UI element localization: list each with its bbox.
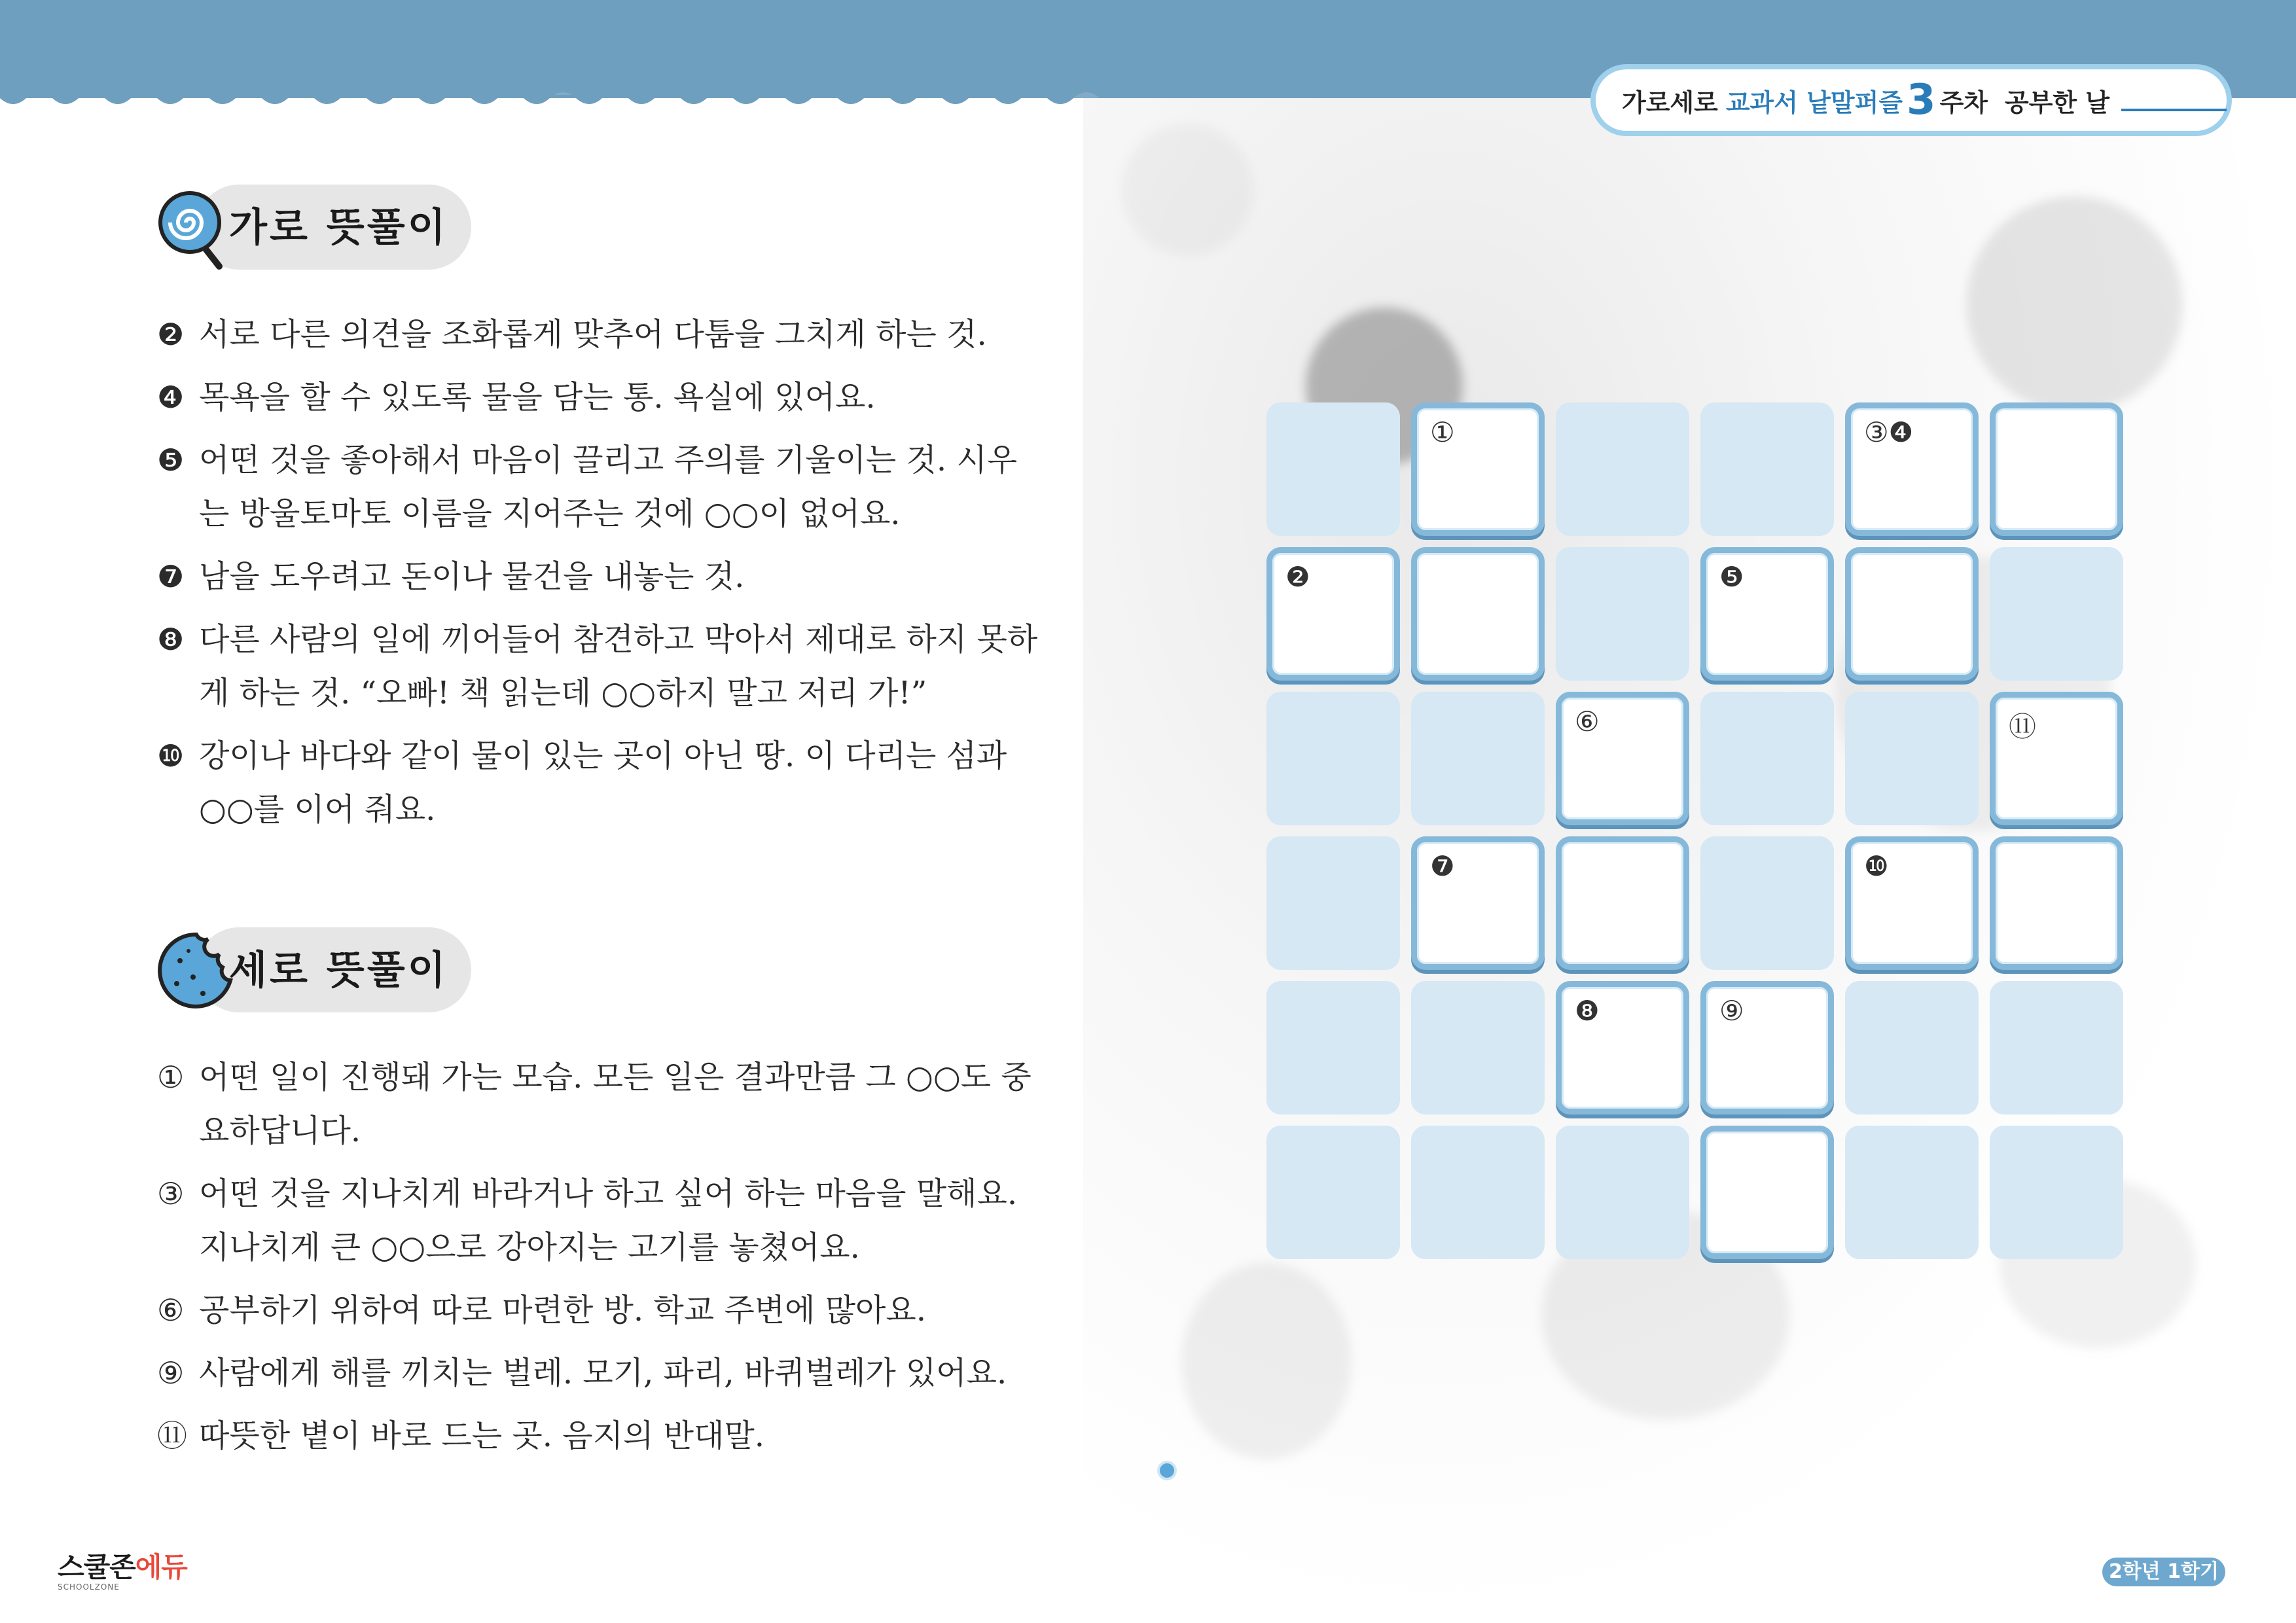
blank-cell xyxy=(1700,692,1834,825)
down-clue-list xyxy=(157,1050,1047,1472)
clue-text: 어떤 일이 진행돼 가는 모습. 모든 일은 결과만큼 그 ○○도 중요하답니다. xyxy=(199,1059,1031,1149)
cell-number: ⑥ xyxy=(1575,705,1600,738)
clue-number: ⑪ xyxy=(157,1418,187,1454)
answer-cell[interactable] xyxy=(1411,402,1545,536)
clue-item xyxy=(157,550,1047,603)
cell-number: ❿ xyxy=(1864,850,1889,882)
answer-cell[interactable] xyxy=(1700,547,1834,681)
cell-number: ❽ xyxy=(1575,995,1600,1027)
cell-number: ❼ xyxy=(1430,850,1455,882)
clue-item xyxy=(157,729,1047,836)
blank-cell xyxy=(1700,836,1834,970)
blank-cell xyxy=(1990,1126,2123,1259)
answer-cell[interactable] xyxy=(1700,1126,1834,1259)
blank-cell xyxy=(1411,692,1545,825)
week-header xyxy=(1590,64,2232,136)
clue-item xyxy=(157,433,1047,541)
clue-text: 따뜻한 볕이 바로 드는 곳. 음지의 반대말. xyxy=(199,1418,764,1454)
answer-cell[interactable] xyxy=(1990,692,2123,825)
clue-text: 공부하기 위하여 따로 마련한 방. 학교 주변에 많아요. xyxy=(199,1292,927,1329)
across-clue-list xyxy=(157,308,1047,846)
clue-number: ① xyxy=(157,1060,185,1095)
across-heading xyxy=(157,177,497,275)
logo-edu: 에듀 xyxy=(135,1551,187,1583)
across-heading-text: 가로 뜻풀이 xyxy=(229,205,448,251)
answer-cell[interactable] xyxy=(1845,402,1979,536)
clue-number: ❽ xyxy=(157,622,185,657)
clue-text: 남을 도우려고 돈이나 물건을 내놓는 것. xyxy=(199,558,745,595)
blank-cell xyxy=(1266,836,1400,970)
soot-sprite-icon xyxy=(1122,124,1253,255)
down-heading xyxy=(157,919,497,1018)
blank-cell xyxy=(1266,981,1400,1115)
answer-cell[interactable] xyxy=(1990,402,2123,536)
blank-cell xyxy=(1266,402,1400,536)
clue-number: ⑨ xyxy=(157,1355,185,1391)
soot-sprite-icon xyxy=(1181,1263,1352,1459)
blank-cell xyxy=(1990,981,2123,1115)
publisher-logo xyxy=(58,1546,187,1592)
week-number: 3 xyxy=(1907,76,1936,124)
blank-cell xyxy=(1266,1126,1400,1259)
cell-number: ⑨ xyxy=(1719,995,1744,1027)
answer-cell[interactable] xyxy=(1556,836,1689,970)
clue-item xyxy=(157,1409,1047,1463)
answer-cell[interactable] xyxy=(1990,836,2123,970)
blank-cell xyxy=(1266,692,1400,825)
cookie-icon xyxy=(157,931,236,1010)
header-title-bold: 가로세로 xyxy=(1622,88,1718,117)
clue-item xyxy=(157,1050,1047,1158)
clue-number: ❿ xyxy=(157,738,185,774)
blank-cell xyxy=(1700,402,1834,536)
answer-cell[interactable] xyxy=(1411,836,1545,970)
answer-cell[interactable] xyxy=(1845,547,1979,681)
answer-cell[interactable] xyxy=(1556,692,1689,825)
clue-number: ⑥ xyxy=(157,1293,185,1328)
lollipop-icon xyxy=(157,187,229,272)
clue-text: 강이나 바다와 같이 물이 있는 곳이 아닌 땅. 이 다리는 섬과 ○○를 이어 줘요. xyxy=(199,738,1007,828)
logo-sub: SCHOOLZONE xyxy=(58,1582,120,1592)
clue-item xyxy=(157,1283,1047,1337)
clue-text: 사람에게 해를 끼치는 벌레. 모기, 파리, 바퀴벌레가 있어요. xyxy=(199,1355,1007,1391)
clue-item xyxy=(157,1346,1047,1400)
blank-cell xyxy=(1411,1126,1545,1259)
blank-cell xyxy=(1556,1126,1689,1259)
cell-number: ① xyxy=(1430,416,1455,448)
answer-cell[interactable] xyxy=(1266,547,1400,681)
clue-item xyxy=(157,308,1047,361)
blank-cell xyxy=(1411,981,1545,1115)
clue-number: ❼ xyxy=(157,559,185,594)
cell-number: ③❹ xyxy=(1864,416,1914,448)
clue-item xyxy=(157,1167,1047,1274)
clue-item xyxy=(157,613,1047,720)
down-heading-text: 세로 뜻풀이 xyxy=(229,948,448,993)
answer-cell[interactable] xyxy=(1845,836,1979,970)
blank-cell xyxy=(1845,981,1979,1115)
header-title-blue: 교과서 낱말퍼즐 xyxy=(1725,88,1903,117)
clue-number: ❷ xyxy=(157,317,185,352)
clue-text: 서로 다른 의견을 조화롭게 맞추어 다툼을 그치게 하는 것. xyxy=(199,316,987,353)
blank-cell xyxy=(1845,692,1979,825)
clue-item xyxy=(157,370,1047,424)
answer-cell[interactable] xyxy=(1556,981,1689,1115)
page-dot-icon xyxy=(1157,1461,1177,1480)
cell-number: ❷ xyxy=(1285,561,1310,593)
study-date-label: 공부한 날 xyxy=(2004,88,2110,117)
study-date-blank[interactable] xyxy=(2121,109,2227,111)
blank-cell xyxy=(1556,547,1689,681)
cell-number: ❺ xyxy=(1719,561,1744,593)
clue-number: ❹ xyxy=(157,380,185,415)
clue-text: 어떤 것을 지나치게 바라거나 하고 싶어 하는 마음을 말해요. 지나치게 큰 ○○으로 강아지는 고기를 놓쳤어요. xyxy=(199,1175,1018,1266)
clue-number: ❺ xyxy=(157,442,185,478)
soot-sprite-icon xyxy=(1967,196,2183,412)
clue-text: 어떤 것을 좋아해서 마음이 끌리고 주의를 기울이는 것. 시우는 방울토마토 이름을 지어주는 것에 ○○이 없어요. xyxy=(199,442,1018,532)
clue-number: ③ xyxy=(157,1176,185,1211)
grade-badge: 2학년 1학기 xyxy=(2102,1558,2225,1586)
answer-cell[interactable] xyxy=(1700,981,1834,1115)
week-suffix: 주차 xyxy=(1939,88,1988,117)
clue-text: 다른 사람의 일에 끼어들어 참견하고 막아서 제대로 하지 못하게 하는 것. “오빠! 책 읽는데 ○○하지 말고 저리 가!” xyxy=(199,621,1038,711)
blank-cell xyxy=(1845,1126,1979,1259)
blank-cell xyxy=(1990,547,2123,681)
cell-number: ⑪ xyxy=(2009,711,2037,743)
blank-cell xyxy=(1556,402,1689,536)
clue-text: 목욕을 할 수 있도록 물을 담는 통. 욕실에 있어요. xyxy=(199,379,876,416)
logo-main: 스쿨존 xyxy=(58,1551,135,1583)
answer-cell[interactable] xyxy=(1411,547,1545,681)
